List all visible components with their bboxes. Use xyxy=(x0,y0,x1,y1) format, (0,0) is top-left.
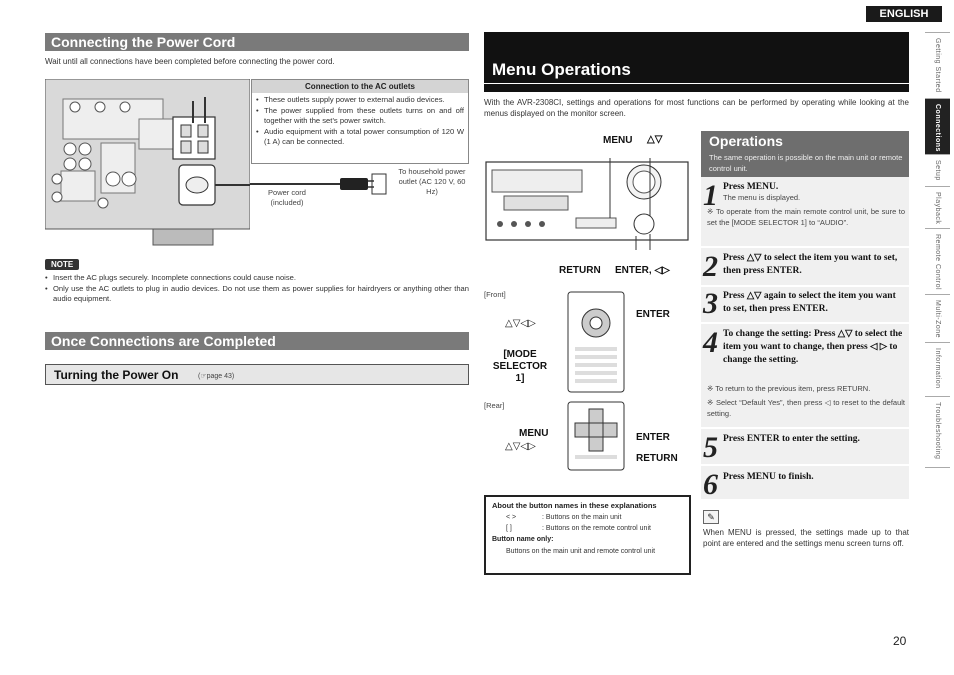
step-text: Press ENTER to enter the setting. xyxy=(723,434,860,444)
step-5 xyxy=(701,429,909,465)
step-3 xyxy=(701,287,909,323)
step-number: 2 xyxy=(703,250,718,283)
ac-bullet: • The power supplied from these outlets turns on and off together with the set’s power switch. xyxy=(256,106,464,127)
step-number: 4 xyxy=(703,326,718,359)
operations-title: Operations xyxy=(709,133,783,149)
operations-header xyxy=(701,131,909,177)
remote-symbol: [ ] xyxy=(506,525,512,532)
button-name-only-desc: Buttons on the main unit and remote control unit xyxy=(506,548,656,555)
operations-footnote: When MENU is pressed, the settings made up to that point are entered and the settings menu screen turns off. xyxy=(703,528,909,548)
note-item: • Only use the AC outlets to plug in audio devices. Do not use them as power supplies for hairdryers or anything other than audio equipment. xyxy=(45,284,469,305)
button-names-title: About the button names in these explanations xyxy=(492,501,657,510)
remote-front-illustration xyxy=(567,291,625,393)
menu-operations-intro: With the AVR-2308CI, settings and operations for most functions can be performed by operating while looking at the menus displayed on the monitor screen. xyxy=(484,98,909,118)
step-number: 1 xyxy=(703,179,718,212)
side-tab-troubleshooting[interactable]: Troubleshooting xyxy=(925,396,950,468)
step-text: Press △▽ to select the item you want to set, then press ENTER. xyxy=(723,253,898,276)
pencil-icon: ✎ xyxy=(703,510,719,524)
step-text: Press △▽ again to select the item you want to set, then press ENTER. xyxy=(723,291,896,314)
note-item: • Insert the AC plugs securely. Incomplete connections could cause noise. xyxy=(45,273,469,284)
rear-return-label: RETURN xyxy=(636,453,678,464)
header-rule xyxy=(484,84,909,92)
step-sub: The menu is displayed. xyxy=(723,193,801,202)
language-label: ENGLISH xyxy=(866,6,942,22)
menu-operations-title: Menu Operations xyxy=(492,60,631,79)
menu-label: MENU xyxy=(603,135,633,146)
step-2 xyxy=(701,248,909,286)
step-number: 3 xyxy=(703,287,718,320)
receiver-rear-illustration xyxy=(45,79,250,247)
step-text: Press MENU. xyxy=(723,182,779,192)
button-names-box xyxy=(484,495,691,575)
section-title-once-completed: Once Connections are Completed xyxy=(45,332,469,350)
power-cord-label: Power cord (included) xyxy=(268,188,306,207)
ac-outlets-title: Connection to the AC outlets xyxy=(252,80,468,93)
return-label: RETURN xyxy=(559,265,601,276)
note-badge: NOTE xyxy=(45,259,79,270)
main-unit-symbol: < > xyxy=(506,514,517,521)
power-cord-intro: Wait until all connections have been completed before connecting the power cord. xyxy=(45,57,335,66)
rear-menu-label: MENU xyxy=(519,428,549,439)
side-tab-setup[interactable]: Setup xyxy=(925,154,950,186)
side-tab-multi-zone[interactable]: Multi-Zone xyxy=(925,294,950,342)
main-unit-illustration xyxy=(484,158,694,250)
household-outlet-label: To household power outlet (AC 120 V, 60 Hz) xyxy=(398,167,466,196)
remote-rear-illustration xyxy=(567,401,625,471)
side-tab-remote-control[interactable]: Remote Control xyxy=(925,228,950,294)
ac-bullet: • These outlets supply power to external audio devices. xyxy=(256,95,464,106)
button-name-only-label: Button name only: xyxy=(492,536,554,543)
side-tab-information[interactable]: Information xyxy=(925,342,950,396)
side-tab-getting-started[interactable]: Getting Started xyxy=(925,32,950,98)
main-unit-desc: : Buttons on the main unit xyxy=(542,514,622,521)
enter-arrows-label: ENTER, ◁▷ xyxy=(615,265,670,276)
operations-subtitle: The same operation is possible on the main unit or remote control unit. xyxy=(709,153,903,173)
rear-label: [Rear] xyxy=(484,401,505,410)
step-text: Press MENU to finish. xyxy=(723,472,814,482)
front-arrows-label: △▽◁▷ xyxy=(505,318,536,329)
rear-enter-label: ENTER xyxy=(636,432,670,443)
turning-power-on-title: Turning the Power On xyxy=(54,368,179,382)
page-number: 20 xyxy=(893,634,907,648)
step-4 xyxy=(701,324,909,428)
step-text: To change the setting: Press △▽ to select the item you want to change, then press ◁ ▷ to change the setting. xyxy=(723,329,903,365)
step-note: ※ Select “Default Yes”, then press ◁ to reset to the default setting. xyxy=(707,398,905,418)
step-1 xyxy=(701,177,909,247)
step-6 xyxy=(701,466,909,500)
side-tab-connections[interactable]: Connections xyxy=(925,98,950,154)
remote-desc: : Buttons on the remote control unit xyxy=(542,525,651,532)
step-note: ※ To operate from the main remote control unit, be sure to set the [MODE SELECTOR 1] to “AUDIO”. xyxy=(707,207,905,227)
rear-arrows-label: △▽◁▷ xyxy=(505,441,536,452)
ac-bullet: • Audio equipment with a total power consumption of 120 W (1 A) can be connected. xyxy=(256,127,464,148)
menu-arrows-label: △▽ xyxy=(647,134,663,145)
ac-outlets-box xyxy=(251,79,469,164)
front-label: [Front] xyxy=(484,290,506,299)
mode-selector-label: [MODE SELECTOR 1] xyxy=(492,349,548,384)
step-number: 6 xyxy=(703,468,718,501)
section-title-power-cord: Connecting the Power Cord xyxy=(45,33,469,51)
front-enter-label: ENTER xyxy=(636,309,670,320)
step-number: 5 xyxy=(703,431,718,464)
page-reference-link[interactable]: (☞page 43) xyxy=(198,373,235,380)
turning-power-on-bar xyxy=(45,364,469,385)
step-note: ※ To return to the previous item, press RETURN. xyxy=(707,384,871,393)
side-tab-playback[interactable]: Playback xyxy=(925,186,950,228)
